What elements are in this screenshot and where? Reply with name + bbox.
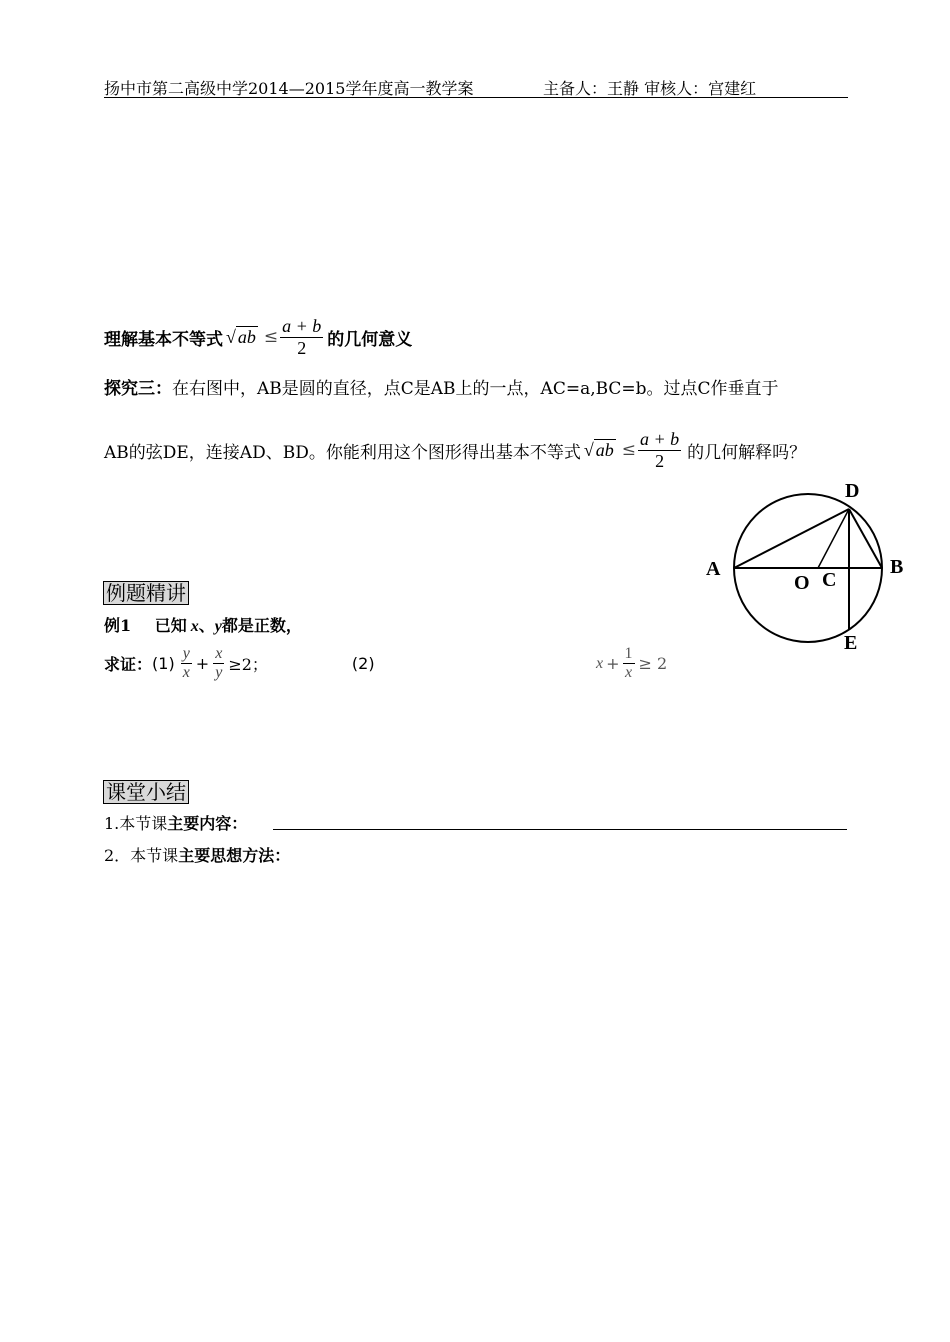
sqrt-ab-2: √ ab [583, 439, 614, 460]
var-x: x [190, 618, 199, 635]
summary-section-tag: 课堂小结 [103, 780, 189, 804]
label-d: D [845, 480, 860, 502]
example-1-proof [104, 645, 375, 683]
section-title-geometric-meaning [104, 316, 412, 358]
example-1-part2-expression [596, 645, 667, 683]
summary-item-1-prefix: 1.本节课 [104, 814, 168, 833]
explore-paragraph-line2 [104, 429, 806, 471]
example-section-tag: 例题精讲 [103, 581, 189, 605]
example-1-given [104, 613, 302, 636]
leq-sign: ≤ [263, 327, 279, 348]
summary-item-2-bold: 主要思想方法： [178, 846, 291, 865]
header-school-line: 扬中市第二高级中学2014—2015学年度高一教学案 [104, 79, 474, 98]
example-label: 例1 [104, 616, 132, 635]
fraction-y-over-x: $\frac{y}{x}$ [182, 645, 190, 682]
explore-text1: 在右图中，AB是圆的直径，点C是AB上的一点，AC=a,BC=b。过点C作垂直于 [172, 379, 779, 399]
title-prefix: 理解基本不等式 [104, 329, 223, 350]
part1-rhs: ≥2； [228, 655, 268, 675]
var-y: y [214, 618, 222, 635]
sqrt-ab: √ ab [226, 326, 256, 347]
part1-label: (1) [152, 654, 175, 674]
summary-answer-line [273, 829, 847, 830]
part2-label: (2) [351, 654, 375, 674]
given-suffix: 都是正数， [221, 616, 302, 635]
p2-x: x [596, 654, 604, 672]
fraction-a-plus-b-over-2-b: $\frac{a + b}{2}$ [639, 429, 680, 471]
summary-item-1 [104, 811, 247, 834]
label-o: O [794, 572, 810, 594]
proof-label: 求证： [104, 655, 153, 675]
p2-rhs: ≥ 2 [638, 654, 668, 674]
given-prefix: 已知 [154, 616, 187, 635]
separator: 、 [198, 616, 215, 635]
fraction-x-over-y: $\frac{x}{y}$ [215, 645, 223, 682]
header-preparers: 主备人：王静 审核人：宫建红 [543, 79, 757, 98]
header-rule [104, 97, 848, 98]
segment-ad [734, 509, 849, 568]
explore-label: 探究三： [104, 379, 172, 399]
explore-text2-suffix: 的几何解释吗？ [687, 442, 807, 463]
leq-sign-2: ≤ [621, 440, 636, 461]
explore-paragraph-line1 [104, 374, 779, 399]
summary-item-1-bold: 主要内容： [167, 814, 248, 833]
summary-item-2 [104, 843, 290, 866]
label-b: B [890, 556, 904, 578]
title-suffix: 的几何意义 [327, 329, 413, 350]
plus-sign: + [195, 654, 210, 674]
segment-bd [849, 509, 882, 568]
label-a: A [706, 558, 721, 580]
circle-geometry-diagram [700, 476, 915, 656]
fraction-a-plus-b-over-2: $\frac{a + b}{2}$ [282, 316, 322, 358]
label-e: E [844, 632, 858, 654]
fraction-1-over-x: $\frac{1}{x}$ [624, 645, 633, 682]
explore-text2-prefix: AB的弦DE，连接AD、BD。你能利用这个图形得出基本不等式 [104, 442, 581, 463]
label-c: C [822, 569, 837, 591]
p2-plus: + [606, 654, 620, 674]
summary-item-2-prefix: 2．本节课 [104, 846, 179, 865]
